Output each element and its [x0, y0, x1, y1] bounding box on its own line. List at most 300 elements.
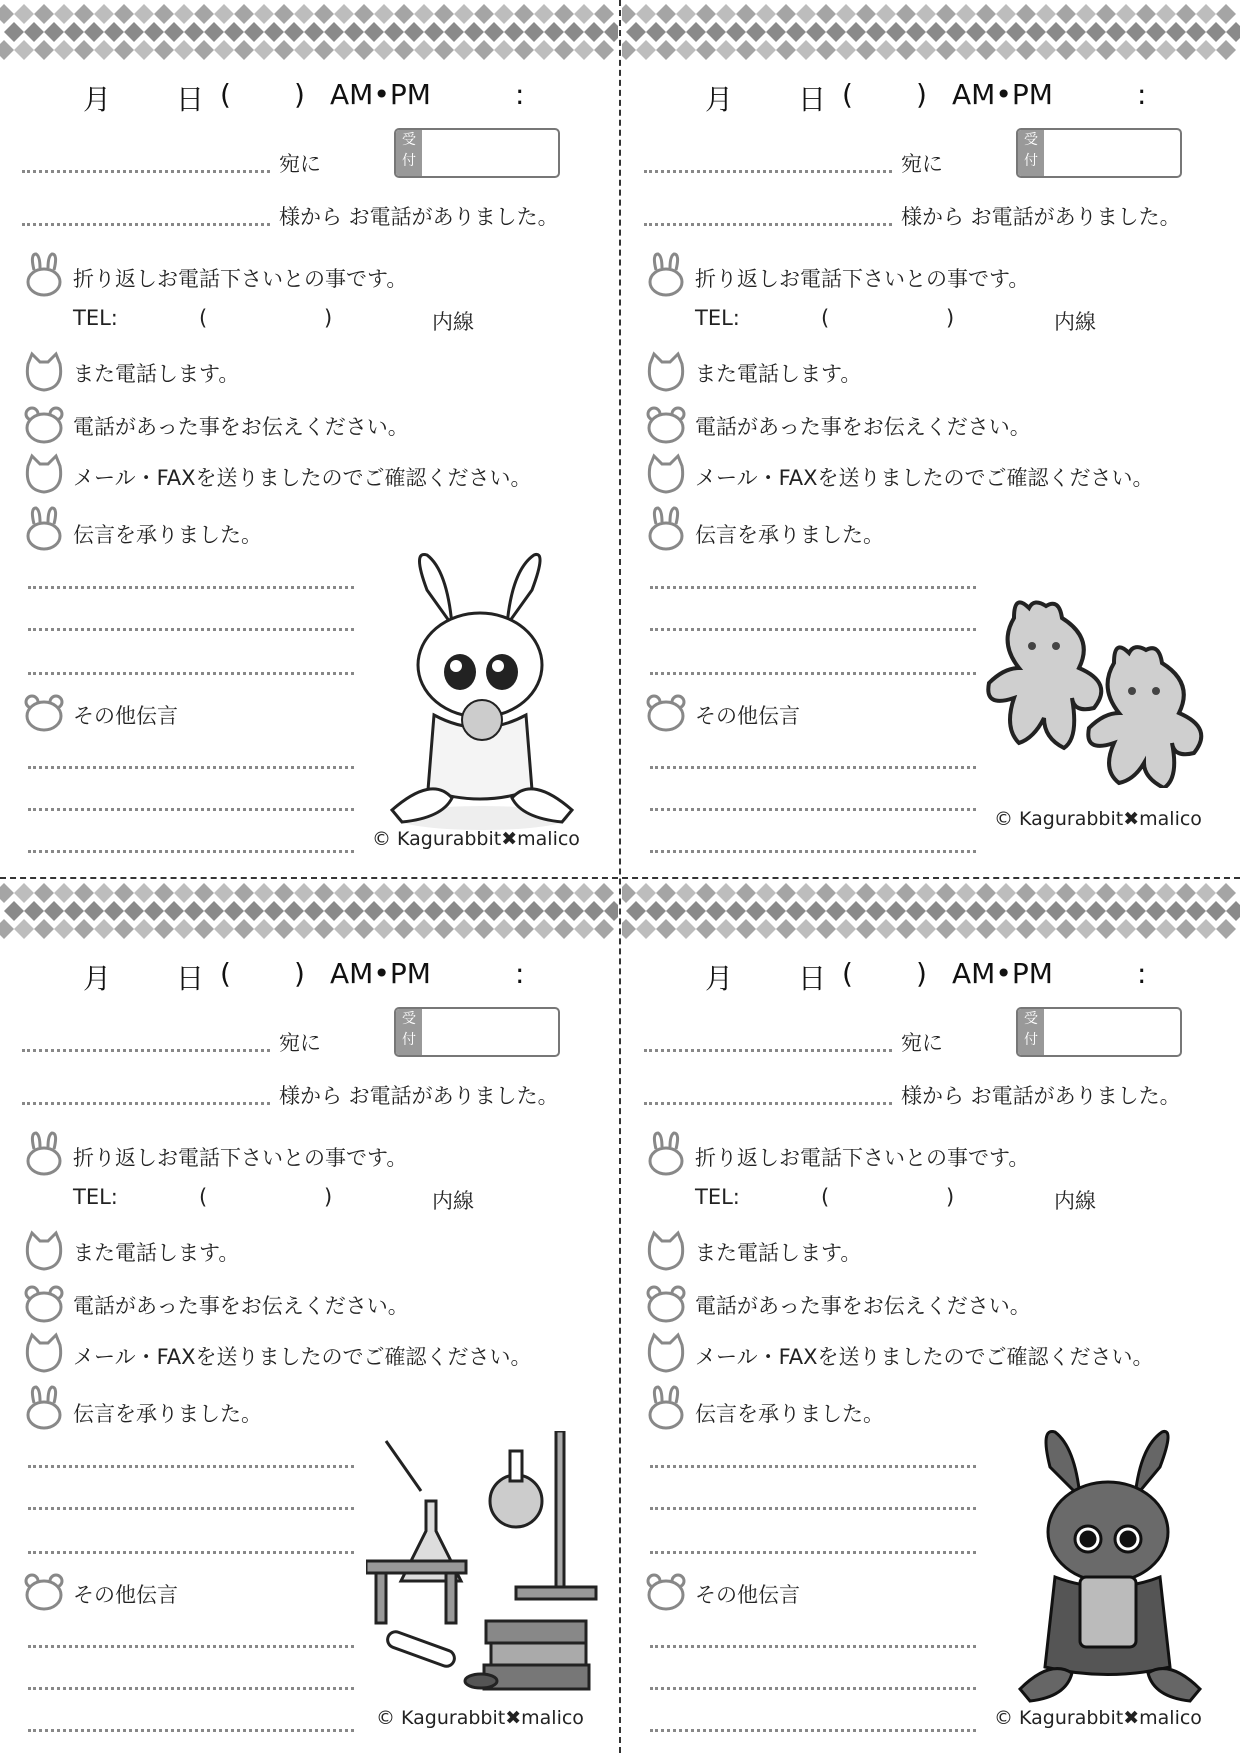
diamond-mark: [334, 4, 354, 24]
other-message-label: その他伝言: [73, 1583, 178, 1607]
diamond-mark: [656, 4, 676, 24]
diamond-mark: [594, 919, 614, 939]
memo-card-bottom-left: [0, 879, 618, 1753]
diamond-mark: [384, 22, 404, 42]
diamond-mark: [1176, 40, 1196, 60]
diamond-mark: [916, 40, 936, 60]
diamond-mark: [756, 919, 776, 939]
diamond-mark: [896, 4, 916, 24]
diamond-mark: [514, 919, 534, 939]
diamond-border: [0, 881, 618, 941]
diamond-mark: [746, 901, 766, 921]
caller-line[interactable]: [644, 1102, 892, 1105]
diamond-mark: [1226, 901, 1240, 921]
diamond-mark: [916, 883, 936, 903]
message-line[interactable]: [650, 1465, 976, 1468]
tel-label: TEL:: [695, 1185, 740, 1209]
diamond-mark: [676, 919, 696, 939]
diamond-mark: [976, 4, 996, 24]
header-ampm: AM•PM: [952, 78, 1053, 111]
check-call-again: また電話します。: [695, 362, 862, 386]
other-line[interactable]: [650, 1645, 976, 1648]
diamond-mark: [414, 883, 434, 903]
diamond-mark: [604, 22, 618, 42]
header-paren-close: ): [916, 78, 927, 111]
message-line[interactable]: [28, 586, 354, 589]
diamond-border: [622, 2, 1240, 62]
header-day: 日: [176, 962, 205, 995]
diamond-mark: [34, 40, 54, 60]
diamond-mark: [534, 4, 554, 24]
bear-head-icon: [24, 1569, 64, 1615]
diamond-mark: [554, 4, 574, 24]
cat-head-icon[interactable]: [24, 1331, 64, 1377]
other-line[interactable]: [28, 808, 354, 811]
diamond-mark: [906, 22, 926, 42]
check-mail-fax: メール・FAXを送りましたのでご確認ください。: [73, 466, 532, 490]
diamond-mark: [1086, 901, 1106, 921]
tel-label: TEL:: [695, 306, 740, 330]
diamond-mark: [1216, 883, 1236, 903]
diamond-mark: [1216, 4, 1236, 24]
message-line[interactable]: [650, 628, 976, 631]
header-ampm: AM•PM: [330, 78, 431, 111]
addressee-suffix: 宛に: [279, 152, 321, 176]
diamond-mark: [374, 919, 394, 939]
diamond-mark: [514, 4, 534, 24]
diamond-mark: [786, 22, 806, 42]
diamond-mark: [124, 22, 144, 42]
diamond-mark: [956, 883, 976, 903]
header-ampm: AM•PM: [330, 957, 431, 990]
diamond-mark: [104, 22, 124, 42]
diamond-mark: [1036, 883, 1056, 903]
diamond-mark: [966, 901, 986, 921]
header-day: 日: [798, 83, 827, 116]
diamond-mark: [686, 22, 706, 42]
diamond-mark: [1176, 883, 1196, 903]
diamond-mark: [534, 883, 554, 903]
diamond-mark: [1046, 901, 1066, 921]
diamond-mark: [1096, 4, 1116, 24]
bear-head-icon[interactable]: [646, 402, 686, 448]
diamond-mark: [916, 4, 936, 24]
cat-head-icon[interactable]: [646, 350, 686, 396]
copyright-credit: © Kagurabbit✖malico: [994, 1707, 1202, 1729]
diamond-mark: [846, 901, 866, 921]
reception-stamp-box[interactable]: [1016, 1007, 1182, 1057]
diamond-mark: [564, 22, 584, 42]
caller-line[interactable]: [22, 223, 270, 226]
diamond-mark: [896, 919, 916, 939]
diamond-mark: [716, 40, 736, 60]
diamond-mark: [554, 919, 574, 939]
check-tell-called: 電話があった事をお伝えください。: [695, 1294, 1031, 1318]
diamond-mark: [956, 40, 976, 60]
diamond-mark: [504, 901, 524, 921]
rabbit-head-icon[interactable]: [646, 252, 686, 298]
diamond-mark: [756, 40, 776, 60]
diamond-mark: [826, 901, 846, 921]
diamond-mark: [776, 40, 796, 60]
diamond-mark: [656, 919, 676, 939]
tel-paren-close: ): [946, 1185, 955, 1209]
copyright-credit: © Kagurabbit✖malico: [994, 808, 1202, 830]
diamond-mark: [1196, 4, 1216, 24]
diamond-mark: [622, 4, 636, 24]
other-line[interactable]: [28, 766, 354, 769]
diamond-mark: [876, 883, 896, 903]
message-line[interactable]: [28, 672, 354, 675]
diamond-mark: [1036, 40, 1056, 60]
header-paren-open: (: [220, 78, 231, 111]
diamond-mark: [1056, 40, 1076, 60]
diamond-mark: [204, 22, 224, 42]
diamond-mark: [454, 919, 474, 939]
diamond-mark: [344, 22, 364, 42]
diamond-mark: [1096, 919, 1116, 939]
diamond-mark: [696, 40, 716, 60]
diamond-mark: [484, 22, 504, 42]
check-mail-fax: メール・FAXを送りましたのでご確認ください。: [695, 466, 1154, 490]
diamond-mark: [354, 919, 374, 939]
reception-stamp-box[interactable]: [394, 1007, 560, 1057]
diamond-mark: [866, 22, 886, 42]
diamond-mark: [796, 919, 816, 939]
rabbit-head-icon[interactable]: [24, 506, 64, 552]
rabbit-holding-doll-illustration: [372, 550, 592, 840]
diamond-mark: [926, 901, 946, 921]
diamond-mark: [544, 901, 564, 921]
diamond-mark: [194, 883, 214, 903]
check-call-again: また電話します。: [73, 1241, 240, 1265]
diamond-mark: [494, 919, 514, 939]
diamond-mark: [1126, 901, 1146, 921]
diamond-mark: [1156, 883, 1176, 903]
diamond-mark: [574, 4, 594, 24]
check-tell-called: 電話があった事をお伝えください。: [73, 415, 409, 439]
other-line[interactable]: [28, 850, 354, 853]
diamond-mark: [776, 883, 796, 903]
diamond-mark: [204, 901, 224, 921]
cat-head-icon[interactable]: [24, 452, 64, 498]
diamond-mark: [574, 40, 594, 60]
reception-stamp-box[interactable]: [1016, 128, 1182, 178]
diamond-mark: [604, 901, 618, 921]
diamond-mark: [1136, 883, 1156, 903]
diamond-mark: [44, 901, 64, 921]
diamond-mark: [946, 22, 966, 42]
diamond-mark: [234, 919, 254, 939]
other-line[interactable]: [650, 850, 976, 853]
rabbit-head-icon[interactable]: [646, 1131, 686, 1177]
diamond-mark: [766, 22, 786, 42]
diamond-mark: [294, 883, 314, 903]
diamond-mark: [1056, 919, 1076, 939]
diamond-mark: [474, 4, 494, 24]
bear-head-icon[interactable]: [646, 1281, 686, 1327]
diamond-mark: [514, 883, 534, 903]
diamond-mark: [1116, 883, 1136, 903]
diamond-mark: [876, 919, 896, 939]
diamond-mark: [856, 4, 876, 24]
diamond-mark: [1156, 4, 1176, 24]
addressee-line[interactable]: [644, 170, 892, 173]
diamond-mark: [454, 40, 474, 60]
diamond-mark: [414, 4, 434, 24]
rabbit-head-icon[interactable]: [24, 252, 64, 298]
reception-stamp-label: 受 付: [1018, 1009, 1044, 1055]
diamond-mark: [274, 4, 294, 24]
diamond-mark: [394, 40, 414, 60]
diamond-mark: [1076, 4, 1096, 24]
diamond-mark: [716, 4, 736, 24]
caller-line[interactable]: [22, 1102, 270, 1105]
other-line[interactable]: [28, 1645, 354, 1648]
rabbit-head-icon[interactable]: [24, 1131, 64, 1177]
diamond-mark: [414, 919, 434, 939]
rabbit-head-icon[interactable]: [24, 1385, 64, 1431]
other-line[interactable]: [650, 766, 976, 769]
tel-paren-open: (: [199, 306, 208, 330]
cat-head-icon[interactable]: [646, 452, 686, 498]
diamond-mark: [936, 40, 956, 60]
diamond-mark: [646, 901, 666, 921]
diamond-mark: [224, 901, 244, 921]
reception-stamp-label: 受 付: [396, 130, 422, 176]
diamond-mark: [1026, 901, 1046, 921]
other-line[interactable]: [650, 1687, 976, 1690]
addressee-line[interactable]: [22, 170, 270, 173]
diamond-mark: [134, 883, 154, 903]
message-line[interactable]: [28, 628, 354, 631]
diamond-mark: [736, 919, 756, 939]
check-message-taken: 伝言を承りました。: [73, 523, 262, 547]
check-message-taken: 伝言を承りました。: [695, 523, 884, 547]
diamond-mark: [776, 919, 796, 939]
diamond-mark: [334, 919, 354, 939]
message-line[interactable]: [28, 1465, 354, 1468]
diamond-mark: [324, 901, 344, 921]
diamond-mark: [816, 883, 836, 903]
diamond-mark: [154, 4, 174, 24]
diamond-mark: [856, 40, 876, 60]
diamond-mark: [334, 883, 354, 903]
diamond-mark: [364, 22, 384, 42]
diamond-mark: [1096, 883, 1116, 903]
diamond-mark: [1166, 22, 1186, 42]
addressee-line[interactable]: [644, 1049, 892, 1052]
diamond-mark: [986, 22, 1006, 42]
diamond-mark: [1166, 901, 1186, 921]
dark-rabbit-illustration: [1010, 1427, 1210, 1703]
diamond-mark: [494, 40, 514, 60]
message-line[interactable]: [650, 672, 976, 675]
diamond-mark: [354, 4, 374, 24]
diamond-mark: [184, 901, 204, 921]
message-line[interactable]: [28, 1551, 354, 1554]
header-day: 日: [176, 83, 205, 116]
cat-head-icon[interactable]: [646, 1229, 686, 1275]
reception-stamp-box[interactable]: [394, 128, 560, 178]
tel-label: TEL:: [73, 1185, 118, 1209]
diamond-mark: [766, 901, 786, 921]
diamond-mark: [796, 4, 816, 24]
diamond-mark: [976, 40, 996, 60]
diamond-mark: [54, 919, 74, 939]
diamond-mark: [1136, 40, 1156, 60]
diamond-mark: [636, 919, 656, 939]
diamond-mark: [314, 919, 334, 939]
diamond-mark: [636, 4, 656, 24]
diamond-mark: [1186, 901, 1206, 921]
bear-head-icon[interactable]: [24, 1281, 64, 1327]
diamond-mark: [264, 901, 284, 921]
other-line[interactable]: [28, 1729, 354, 1732]
other-line[interactable]: [650, 808, 976, 811]
diamond-mark: [686, 901, 706, 921]
cat-head-icon[interactable]: [24, 350, 64, 396]
diamond-mark: [274, 883, 294, 903]
reception-stamp-label: 受 付: [1018, 130, 1044, 176]
diamond-mark: [394, 919, 414, 939]
diamond-mark: [74, 883, 94, 903]
diamond-mark: [1036, 4, 1056, 24]
diamond-mark: [294, 919, 314, 939]
diamond-mark: [284, 22, 304, 42]
diamond-mark: [214, 919, 234, 939]
diamond-mark: [34, 883, 54, 903]
bear-head-icon: [646, 690, 686, 736]
header-paren-open: (: [842, 78, 853, 111]
check-mail-fax: メール・FAXを送りましたのでご確認ください。: [695, 1345, 1154, 1369]
diamond-mark: [1216, 40, 1236, 60]
check-callback: 折り返しお電話下さいとの事です。: [73, 1146, 408, 1170]
diamond-mark: [94, 4, 114, 24]
diamond-mark: [374, 40, 394, 60]
cat-head-icon[interactable]: [646, 1331, 686, 1377]
check-call-again: また電話します。: [695, 1241, 862, 1265]
diamond-mark: [524, 22, 544, 42]
message-line[interactable]: [650, 1551, 976, 1554]
diamond-mark: [254, 883, 274, 903]
header-colon: :: [1137, 957, 1147, 990]
diamond-mark: [936, 4, 956, 24]
diamond-mark: [564, 901, 584, 921]
diamond-mark: [1136, 4, 1156, 24]
diamond-border: [622, 881, 1240, 941]
diamond-mark: [64, 22, 84, 42]
message-line[interactable]: [28, 1507, 354, 1510]
diamond-mark: [314, 40, 334, 60]
diamond-mark: [404, 22, 424, 42]
other-line[interactable]: [28, 1687, 354, 1690]
diamond-mark: [1056, 4, 1076, 24]
diamond-mark: [786, 901, 806, 921]
diamond-mark: [104, 901, 124, 921]
diamond-mark: [1216, 919, 1236, 939]
diamond-mark: [134, 40, 154, 60]
diamond-mark: [622, 883, 636, 903]
addressee-line[interactable]: [22, 1049, 270, 1052]
diamond-mark: [1056, 883, 1076, 903]
bear-head-icon[interactable]: [24, 402, 64, 448]
diamond-mark: [996, 919, 1016, 939]
diamond-mark: [1106, 901, 1126, 921]
diamond-mark: [1196, 919, 1216, 939]
diamond-mark: [626, 22, 646, 42]
diamond-mark: [1106, 22, 1126, 42]
diamond-mark: [836, 4, 856, 24]
message-line[interactable]: [650, 586, 976, 589]
diamond-mark: [1076, 883, 1096, 903]
caller-line[interactable]: [644, 223, 892, 226]
diamond-mark: [114, 919, 134, 939]
diamond-mark: [174, 40, 194, 60]
diamond-mark: [1016, 883, 1036, 903]
diamond-mark: [44, 22, 64, 42]
diamond-mark: [726, 901, 746, 921]
diamond-mark: [1006, 901, 1026, 921]
diamond-mark: [74, 40, 94, 60]
diamond-mark: [194, 40, 214, 60]
diamond-mark: [876, 40, 896, 60]
diamond-mark: [1016, 919, 1036, 939]
diamond-mark: [154, 919, 174, 939]
diamond-mark: [736, 4, 756, 24]
diamond-mark: [0, 4, 14, 24]
other-message-label: その他伝言: [695, 1583, 800, 1607]
diamond-mark: [394, 883, 414, 903]
other-line[interactable]: [650, 1729, 976, 1732]
rabbit-head-icon[interactable]: [646, 506, 686, 552]
diamond-mark: [646, 22, 666, 42]
diamond-mark: [464, 901, 484, 921]
tel-paren-close: ): [324, 306, 333, 330]
diamond-mark: [584, 901, 604, 921]
diamond-mark: [1176, 919, 1196, 939]
diamond-mark: [144, 22, 164, 42]
diamond-mark: [622, 40, 636, 60]
diamond-mark: [866, 901, 886, 921]
diamond-mark: [946, 901, 966, 921]
diamond-mark: [434, 883, 454, 903]
lab-equipment-illustration: [366, 1431, 602, 1701]
diamond-mark: [84, 22, 104, 42]
rabbit-head-icon[interactable]: [646, 1385, 686, 1431]
memo-card-top-left: [0, 0, 618, 874]
diamond-mark: [656, 883, 676, 903]
message-line[interactable]: [650, 1507, 976, 1510]
diamond-mark: [756, 4, 776, 24]
diamond-mark: [444, 901, 464, 921]
cat-head-icon[interactable]: [24, 1229, 64, 1275]
diamond-mark: [896, 40, 916, 60]
other-message-label: その他伝言: [73, 704, 178, 728]
diamond-mark: [1016, 4, 1036, 24]
header-paren-close: ): [294, 957, 305, 990]
header-month: 月: [705, 962, 734, 995]
diamond-mark: [966, 22, 986, 42]
diamond-mark: [544, 22, 564, 42]
caller-text: 様から お電話がありました。: [901, 1084, 1181, 1108]
diamond-mark: [622, 919, 636, 939]
diamond-mark: [996, 40, 1016, 60]
diamond-mark: [334, 40, 354, 60]
diamond-mark: [1146, 22, 1166, 42]
check-callback: 折り返しお電話下さいとの事です。: [73, 267, 408, 291]
diamond-mark: [706, 901, 726, 921]
